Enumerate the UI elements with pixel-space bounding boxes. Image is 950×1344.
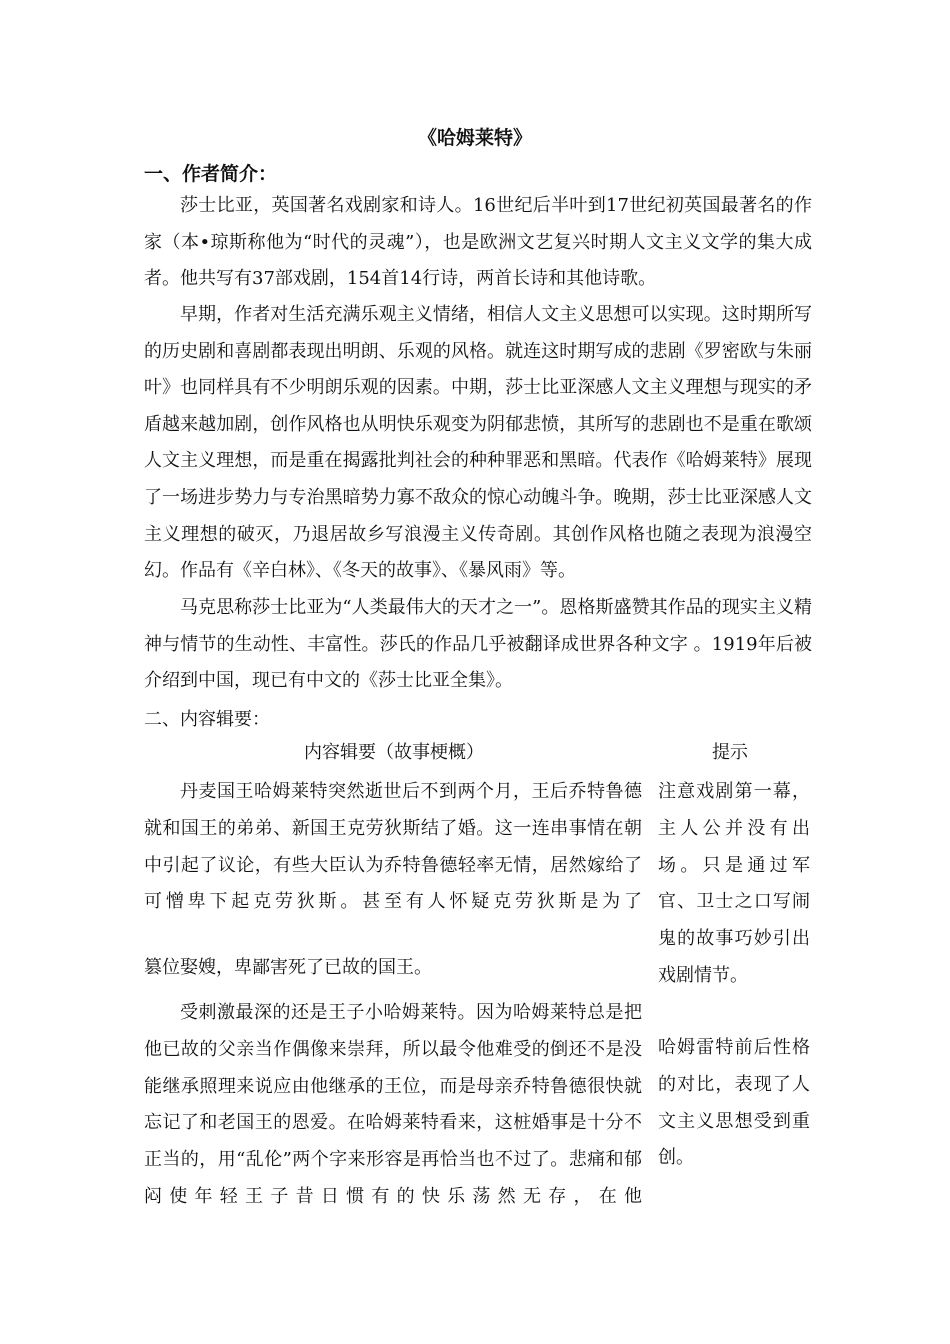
table-row-2-hint: 哈姆雷特前后性格的对比，表现了人文主义思想受到重创。 — [658, 1037, 810, 1169]
table-header-summary: 内容辑要（故事梗概） — [304, 742, 484, 763]
table-row-2-summary: 受刺激最深的还是王子小哈姆莱特。因为哈姆莱特总是把他已故的父亲当作偶像来崇拜，所以最令他难受的倒还不是没能继承照理来说应由他继承的王位，而是母亲乔特鲁德很快就忘记了和老国王的恩爱。在哈姆莱特看来，这桩婚事是十分不正当的，用“乱伦”两个字来形容是再恰当也不过了。悲痛和郁闷使年轻王子昔日惯有的快乐荡然无存，在他 — [144, 1002, 642, 1207]
table-header-hint: 提示 — [712, 742, 748, 763]
author-paragraph-2: 早期，作者对生活充满乐观主义情绪，相信人文主义思想可以实现。这时期所写的历史剧和喜剧都表现出明朗、乐观的风格。就连这时期写成的悲剧《罗密欧与朱丽叶》也同样具有不少明朗乐观的因素。中期，莎士比亚深感人文主义理想与现实的矛盾越来越加剧，创作风格也从明快乐观变为阴郁悲愤，其所写的悲剧也不是重在歌颂人文主义理想，而是重在揭露批判社会的种种罪恶和黑暗。代表作《哈姆莱特》展现了一场进步势力与专治黑暗势力寡不敌众的惊心动魄斗争。晚期，莎士比亚深感人文主义理想的破灭，乃退居故乡写浪漫主义传奇剧。其创作风格也随之表现为浪漫空幻。作品有《辛白林》、《冬天的故事》、《暴风雨》等。 — [144, 304, 812, 582]
table-row-1-summary: 丹麦国王哈姆莱特突然逝世后不到两个月，王后乔特鲁德就和国王的弟弟、新国王克劳狄斯结了婚。这一连串事情在朝中引起了议论，有些大臣认为乔特鲁德轻率无情，居然嫁给了可憎卑下起克劳狄斯。甚至有人怀疑克劳狄斯是为了 — [144, 781, 642, 913]
author-paragraph-3: 马克思称莎士比亚为“人类最伟大的天才之一”。恩格斯盛赞其作品的现实主义精神与情节的生动性、丰富性。莎氏的作品几乎被翻译成世界各种文字 。1919年后被介绍到中国，现已有中文的《莎士比亚全集》。 — [144, 597, 812, 692]
table-row-1-hint: 注意戏剧第一幕，主人公并没有出场。只是通过军官、卫士之口写闹鬼的故事巧妙引出戏剧情节。 — [658, 781, 810, 986]
section-heading-content: 二、内容辑要： — [144, 709, 270, 730]
table-row-1-summary-continued: 篡位娶嫂，卑鄙害死了已故的国王。 — [144, 957, 432, 978]
section-heading-author: 一、作者简介： — [144, 163, 278, 185]
author-paragraph-1: 莎士比亚，英国著名戏剧家和诗人。16世纪后半叶到17世纪初英国最著名的作家（本•琼斯称他为“时代的灵魂”），也是欧洲文艺复兴时期人文主义文学的集大成者。他共写有37部戏剧，154首14行诗，两首长诗和其他诗歌。 — [144, 195, 812, 290]
document-title: 《哈姆莱特》 — [417, 127, 532, 149]
